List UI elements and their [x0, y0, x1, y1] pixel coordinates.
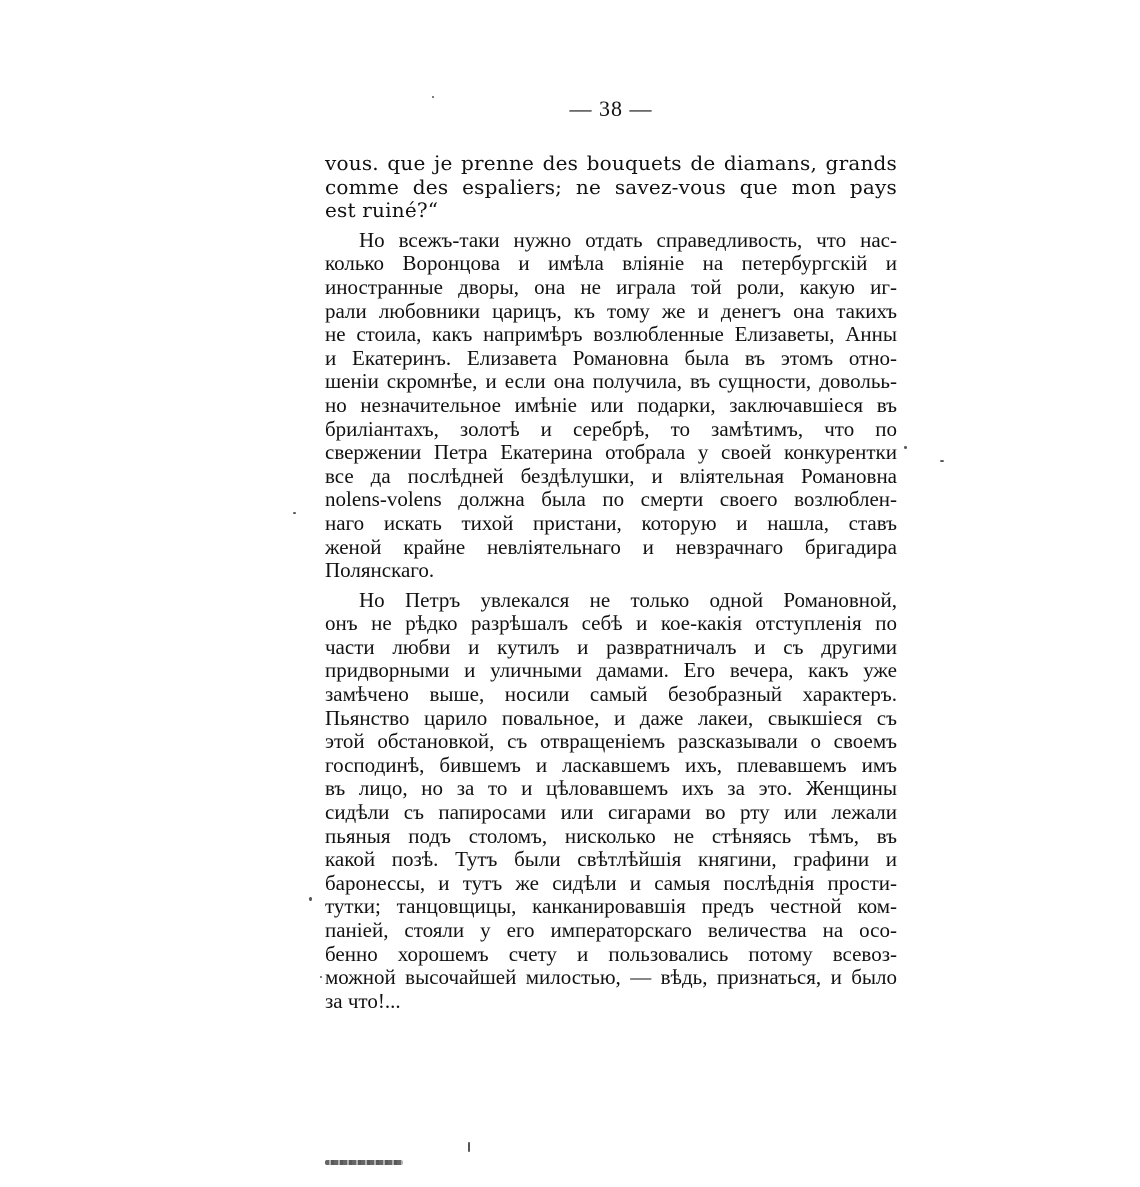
text-line: иностранные дворы, она не играла той роли, какую иг-	[325, 274, 897, 299]
scan-speck	[904, 446, 907, 449]
text-line: и Екатеринъ. Елизавета Романовна была въ этомъ отно-	[325, 345, 897, 370]
page-number: — 38 —	[569, 96, 653, 121]
text-line: паніей, стояли у его императорскаго величества на осо-	[325, 918, 897, 942]
text-line: vous. que je prenne des bouquets de diamans, grands	[325, 151, 897, 175]
scan-speck	[293, 512, 296, 514]
text-line: онъ не рѣдко разрѣшалъ себѣ и кое-какія отступленія по	[325, 611, 897, 636]
text-line: этой обстановкой, съ отвращеніемъ разсказывали о своемъ	[325, 729, 897, 754]
text-line: Но всежъ-таки нужно отдать справедливость, что нас-	[359, 227, 897, 252]
scan-speck	[309, 897, 312, 901]
text-line: замѣчено выше, носили самый безобразный характеръ.	[325, 682, 897, 707]
text-line: пьяныя подъ столомъ, нисколько не стѣняясь тѣмъ, въ	[325, 823, 897, 848]
scan-speck	[432, 96, 434, 98]
text-line: но незначительное имѣніе или подарки, заключавшіеся въ	[325, 392, 897, 417]
text-line: не стоила, какъ напримѣръ возлюбленные Елизаветы, Анны	[325, 322, 897, 347]
paragraph	[325, 589, 897, 1014]
text-line: comme des espaliers; ne savez-vous que mon pays	[325, 174, 897, 199]
text-line: Полянскаго.	[325, 558, 435, 583]
text-line: можной высочайшей милостью, — вѣдь, признаться, и было	[325, 965, 897, 990]
scan-smudge	[325, 1160, 403, 1165]
text-line: части любви и кутилъ и развратничалъ и съ другими	[325, 634, 897, 659]
text-line: все да послѣдней бездѣлушки, и вліятельная Романовна	[325, 463, 897, 488]
scan-speck	[320, 976, 322, 978]
text-line: рали любовники царицъ, къ тому же и денегъ она такихъ	[325, 298, 897, 323]
text-line: наго искать тихой пристани, которую и нашла, ставъ	[325, 510, 897, 535]
text-line: придворными и уличными дамами. Его вечера, какъ уже	[325, 658, 897, 683]
body-text	[325, 152, 897, 1013]
text-line: сидѣли съ папиросами или сигарами во рту или лежали	[325, 800, 897, 825]
text-line: въ лицо, но за то и цѣловавшемъ ихъ за это. Женщины	[325, 776, 897, 801]
text-line: бриліантахъ, золотѣ и серебрѣ, то замѣтимъ, что по	[325, 416, 897, 441]
text-line: господинѣ, бившемъ и ласкавшемъ ихъ, плевавшемъ имъ	[325, 752, 897, 777]
text-line: свержении Петра Екатерина отобрала у своей конкурентки	[325, 440, 897, 465]
text-line: женой крайне невліятельнаго и невзрачнаго бригадира	[325, 534, 897, 559]
text-line: Пьянство царило повальное, и даже лакеи, свыкшіеся съ	[325, 705, 897, 730]
text-line: за что!...	[325, 988, 401, 1013]
paragraph	[325, 152, 897, 223]
text-line: тутки; танцовщицы, канканировавшія предъ честной ком-	[325, 894, 897, 919]
text-line: Но Петръ увлекался не только одной Романовной,	[359, 587, 897, 612]
text-line: какой позѣ. Тутъ были свѣтлѣйшія княгини, графини и	[325, 847, 897, 872]
scan-speck	[940, 460, 944, 462]
paragraph	[325, 229, 897, 583]
text-line: est ruiné?“	[325, 198, 439, 223]
text-line: шеніи скромнѣе, и если она получила, въ сущности, довольь-	[325, 369, 897, 394]
text-line: nolens-volens должна была по смерти своего возлюблен-	[325, 487, 897, 512]
text-line: баронессы, и тутъ же сидѣли и самыя послѣднія прости-	[325, 870, 897, 895]
text-line: колько Воронцова и имѣла вліяніе на петербургскій и	[325, 251, 897, 276]
scan-speck	[468, 1142, 470, 1152]
text-line: бенно хорошемъ счету и пользовались потому всевоз-	[325, 941, 897, 966]
